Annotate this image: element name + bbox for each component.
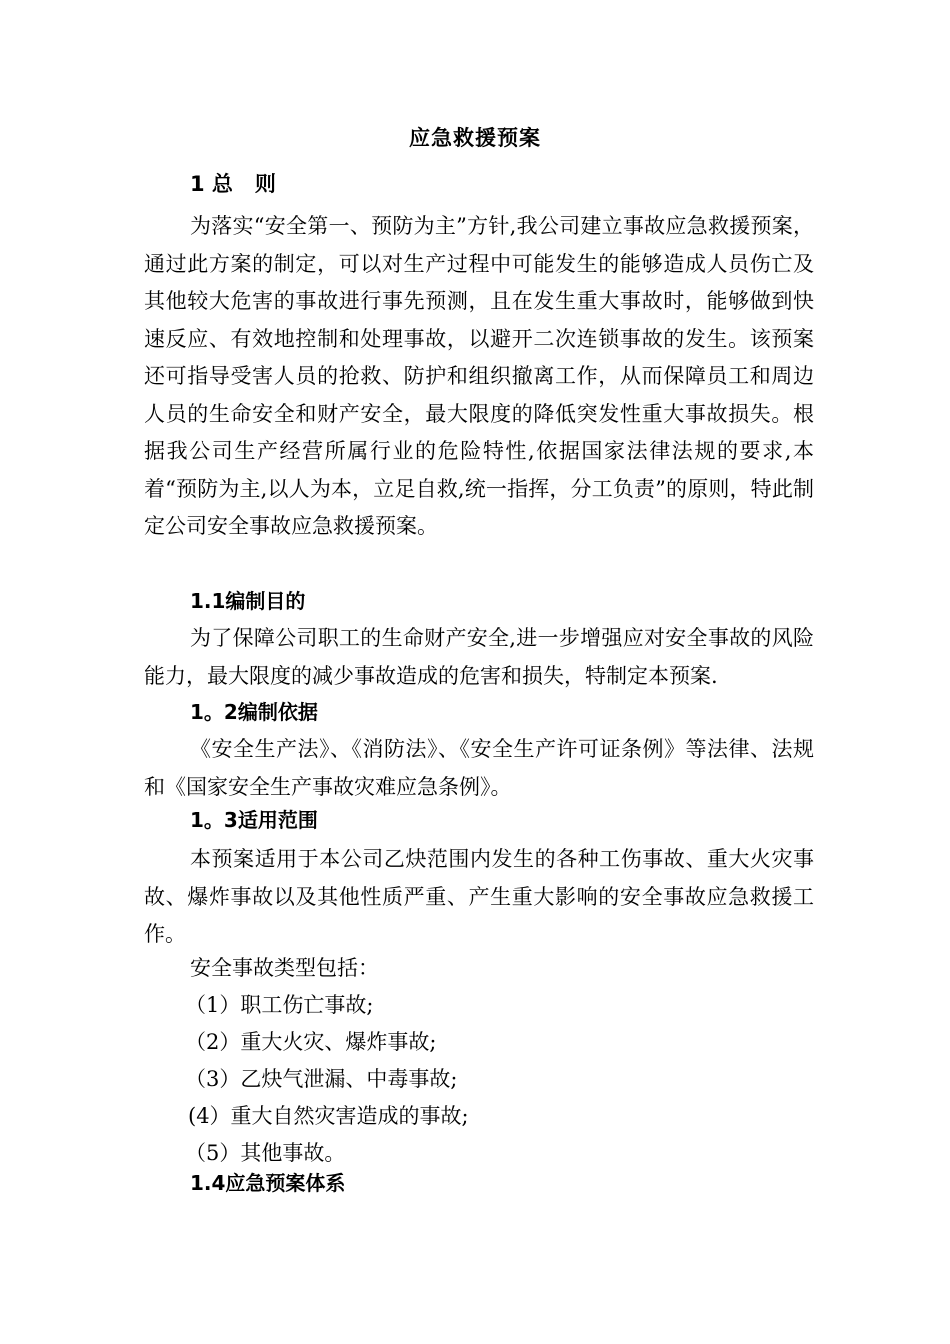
section-heading-basis: 1。2编制依据 bbox=[190, 700, 318, 724]
section-heading-scope: 1。3适用范围 bbox=[190, 808, 318, 832]
list-item: （5）其他事故。 bbox=[185, 1141, 346, 1165]
general-paragraph: 为落实“安全第一、预防为主”方针,我公司建立事故应急救援预案，通过此方案的制定，可以对生产过程中可能发生的能够造成人员伤亡及其他较大危害的事故进行事先预测，且在发生重大事故时，能够做到快速反应、有效地控制和处理事故，以避开二次连锁事故的发生。该预案还可指导受害人员的抢救、防护和组织撤离工作，从而保障员工和周边人员的生命安全和财产安全，最大限度的降低突发性重大事故损失。根据我公司生产经营所属行业的危险特性,依据国家法律法规的要求,本着“预防为主,以人为本，立足自救,统一指挥，分工负责”的原则，特此制定公司安全事故应急救援预案。 bbox=[144, 214, 814, 538]
section-heading-general: 1 总 则 bbox=[190, 172, 276, 196]
basis-paragraph: 《安全生产法》、《消防法》、《安全生产许可证条例》等法律、法规和《国家安全生产事故灾难应急条例》。 bbox=[144, 737, 814, 799]
list-item: （1）职工伤亡事故; bbox=[185, 993, 374, 1017]
section-general-body bbox=[144, 208, 814, 546]
section-scope-body bbox=[144, 841, 814, 954]
section-purpose-body bbox=[144, 620, 814, 695]
purpose-paragraph: 为了保障公司职工的生命财产安全,进一步增强应对安全事故的风险能力，最大限度的减少事故造成的危害和损失，特制定本预案. bbox=[144, 626, 814, 688]
document-title: 应急救援预案 bbox=[409, 126, 541, 150]
list-item: （2）重大火灾、爆炸事故; bbox=[185, 1030, 437, 1054]
section-basis-body bbox=[144, 731, 814, 806]
scope-paragraph: 本预案适用于本公司乙炔范围内发生的各种工伤事故、重大火灾事故、爆炸事故以及其他性质严重、产生重大影响的安全事故应急救援工作。 bbox=[144, 847, 814, 946]
types-intro: 安全事故类型包括： bbox=[190, 956, 379, 980]
section-heading-purpose: 1.1编制目的 bbox=[190, 589, 306, 613]
list-item: （3）乙炔气泄漏、中毒事故; bbox=[185, 1067, 458, 1091]
list-item: (4）重大自然灾害造成的事故; bbox=[188, 1104, 469, 1128]
section-heading-system: 1.4应急预案体系 bbox=[190, 1171, 346, 1195]
